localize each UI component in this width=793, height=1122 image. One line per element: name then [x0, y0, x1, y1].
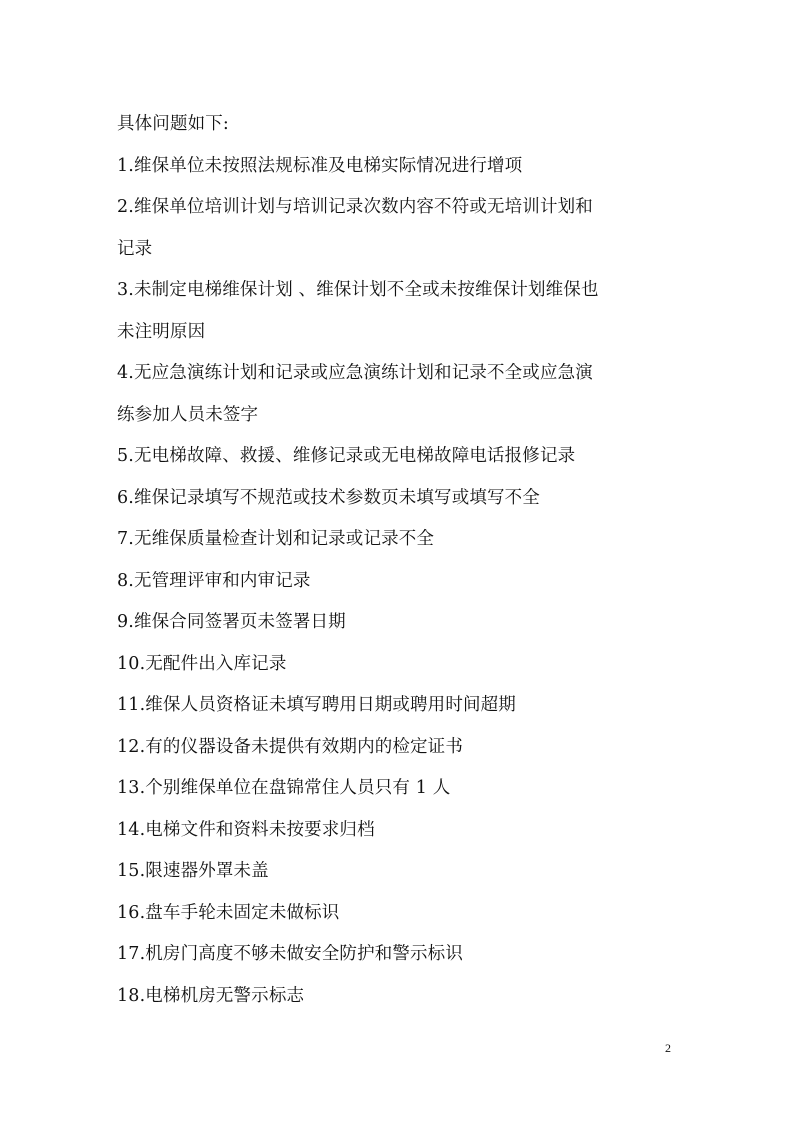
issue-item-4 [117, 353, 687, 436]
issue-item-2 [117, 187, 687, 270]
section-heading: 具体问题如下: [117, 114, 229, 134]
issue-item-12 [117, 727, 687, 769]
issue-item-line: 未注明原因 [117, 321, 206, 342]
issue-item-16 [117, 893, 687, 935]
issue-item-line: 6.维保记录填写不规范或技术参数页未填写或填写不全 [117, 487, 540, 508]
issue-item-line: 11.维保人员资格证未填写聘用日期或聘用时间超期 [117, 695, 516, 715]
issue-item-line: 9.维保合同签署页未签署日期 [117, 612, 346, 632]
issue-item-line: 练参加人员未签字 [117, 404, 259, 425]
issue-item-5 [117, 436, 687, 478]
issue-item-11 [117, 685, 687, 727]
issue-item-9 [117, 602, 687, 644]
document-content [117, 104, 687, 1017]
issue-item-line: 13.个别维保单位在盘锦常住人员只有 1 人 [117, 778, 451, 798]
issue-item-line: 记录 [117, 238, 153, 259]
issue-item-15 [117, 851, 687, 893]
issue-item-line: 10.无配件出入库记录 [117, 653, 287, 674]
issue-item-line: 18.电梯机房无警示标志 [117, 985, 305, 1006]
issue-item-18 [117, 976, 687, 1018]
issue-item-line: 14.电梯文件和资料未按要求归档 [117, 819, 375, 840]
issue-item-3 [117, 270, 687, 353]
issue-item-line: 12.有的仪器设备未提供有效期内的检定证书 [117, 736, 463, 757]
issue-item-8 [117, 561, 687, 603]
issue-item-line: 1.维保单位未按照法规标准及电梯实际情况进行增项 [117, 155, 523, 176]
issue-item-line: 8.无管理评审和内审记录 [117, 570, 311, 591]
issue-item-14 [117, 810, 687, 852]
issue-item-6 [117, 478, 687, 520]
issue-item-7 [117, 519, 687, 561]
issue-item-13 [117, 768, 687, 810]
issue-item-line: 15.限速器外罩未盖 [117, 861, 269, 881]
issue-item-line: 7.无维保质量检查计划和记录或记录不全 [117, 529, 435, 549]
issue-item-line: 4.无应急演练计划和记录或应急演练计划和记录不全或应急演 [117, 363, 593, 383]
issue-item-line: 2.维保单位培训计划与培训记录次数内容不符或无培训计划和 [117, 197, 593, 217]
issue-item-line: 5.无电梯故障、救援、维修记录或无电梯故障电话报修记录 [117, 446, 576, 466]
issue-item-1 [117, 146, 687, 188]
issue-item-line: 3.未制定电梯维保计划 、维保计划不全或未按维保计划维保也 [117, 280, 599, 300]
issue-item-17 [117, 934, 687, 976]
issue-item-line: 16.盘车手轮未固定未做标识 [117, 902, 340, 923]
issue-item-10 [117, 644, 687, 686]
page-number: 2 [665, 1041, 671, 1055]
issue-item-line: 17.机房门高度不够未做安全防护和警示标识 [117, 944, 463, 964]
